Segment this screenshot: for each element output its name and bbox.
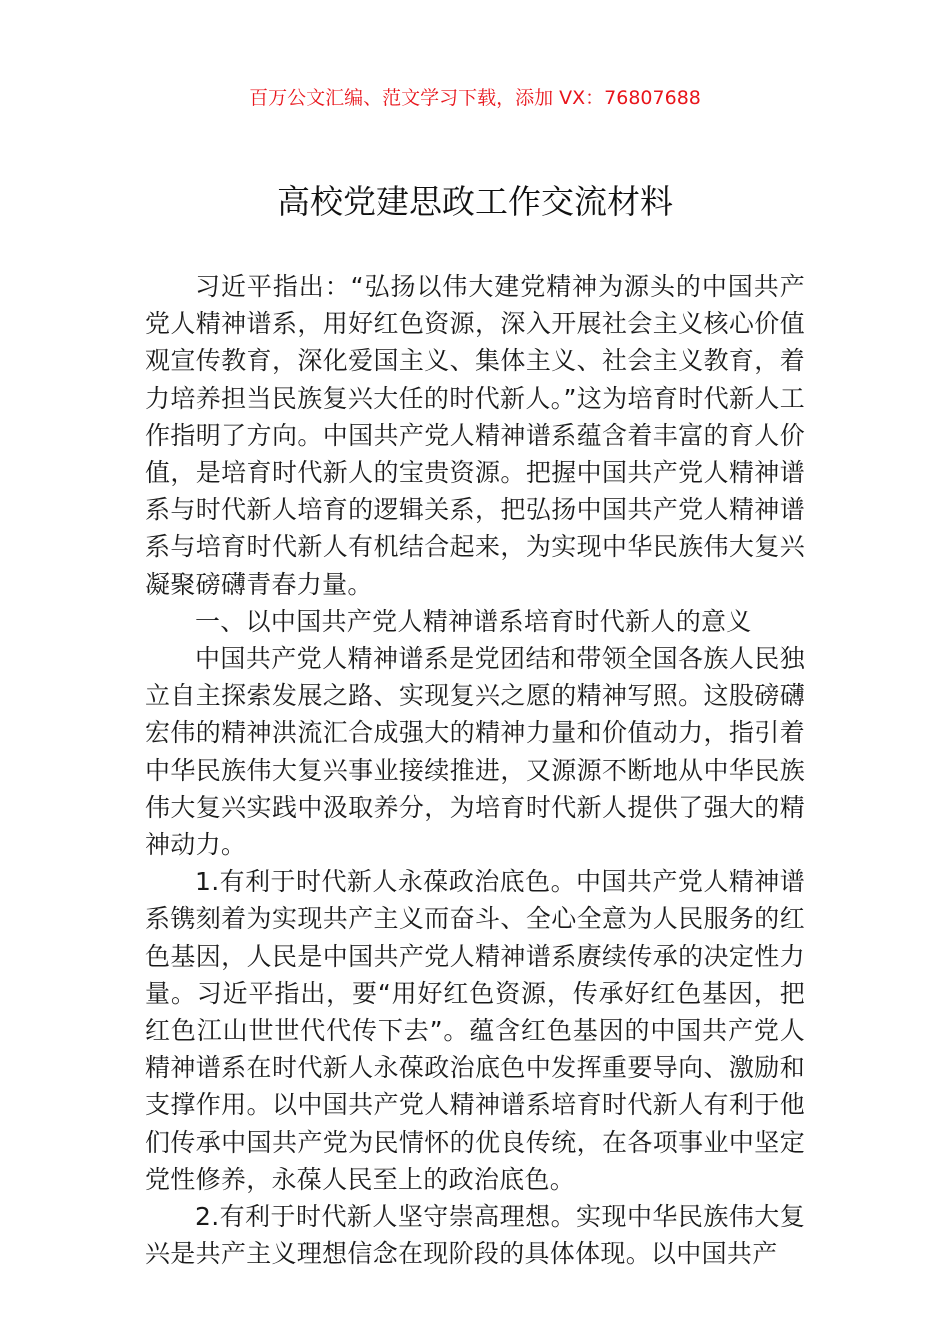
paragraph-point-2: 2.有利于时代新人坚守崇高理想。实现中华民族伟大复兴是共产主义理想信念在现阶段的具体体现。以中国共产 <box>145 1202 805 1269</box>
document-body <box>145 268 805 1272</box>
header-watermark-note: 百万公文汇编、范文学习下载，添加 VX：76807688 <box>249 87 701 109</box>
document-title: 高校党建思政工作交流材料 <box>277 182 673 221</box>
paragraph-section-1: 中国共产党人精神谱系是党团结和带领全国各族人民独立自主探索发展之路、实现复兴之愿的精神写照。这股磅礴宏伟的精神洪流汇合成强大的精神力量和价值动力，指引着中华民族伟大复兴事业接续推进，又源源不断地从中华民族伟大复兴实践中汲取养分，为培育时代新人提供了强大的精神动力。 <box>145 644 805 860</box>
section-heading-1: 一、以中国共产党人精神谱系培育时代新人的意义 <box>195 606 752 636</box>
paragraph-point-1: 1.有利于时代新人永葆政治底色。中国共产党人精神谱系镌刻着为实现共产主义而奋斗、全心全意为人民服务的红色基因，人民是中国共产党人精神谱系赓续传承的决定性力量。习近平指出，要“用好红色资源，传承好红色基因，把红色江山世世代代传下去”。蕴含红色基因的中国共产党人精神谱系在时代新人永葆政治底色中发挥重要导向、激励和支撑作用。以中国共产党人精神谱系培育时代新人有利于他们传承中国共产党为民情怀的优良传统，在各项事业中坚定党性修养，永葆人民至上的政治底色。 <box>145 867 805 1194</box>
paragraph-intro: 习近平指出：“弘扬以伟大建党精神为源头的中国共产党人精神谱系，用好红色资源，深入开展社会主义核心价值观宣传教育，深化爱国主义、集体主义、社会主义教育，着力培养担当民族复兴大任的时代新人。”这为培育时代新人工作指明了方向。中国共产党人精神谱系蕴含着丰富的育人价值，是培育时代新人的宝贵资源。把握中国共产党人精神谱系与时代新人培育的逻辑关系，把弘扬中国共产党人精神谱系与培育时代新人有机结合起来，为实现中华民族伟大复兴凝聚磅礴青春力量。 <box>145 272 805 599</box>
